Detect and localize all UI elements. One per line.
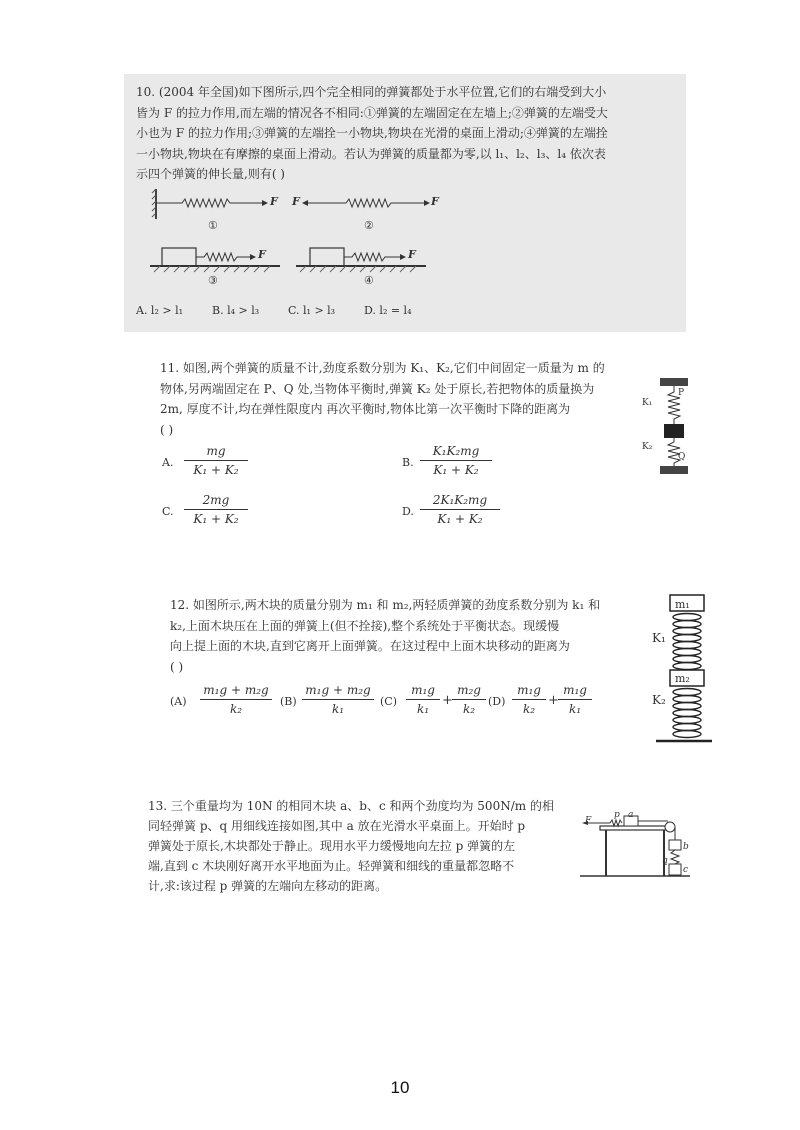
fraction-bar <box>406 699 440 700</box>
fraction-bar <box>184 509 248 510</box>
q12-line: k₂,上面木块压在上面的弹簧上(但不拴接),整个系统处于平衡状态。现缓慢 <box>170 618 560 633</box>
q10-line: 示四个弹簧的伸长量,则有( ) <box>136 167 285 181</box>
q13-line: 同轻弹簧 p、q 用细线连接如图,其中 a 放在光滑水平桌面上。开始时 p <box>148 819 526 833</box>
numerator: m₁g <box>411 683 435 697</box>
q11-option-d-fraction <box>420 493 500 526</box>
denominator: k₁ <box>416 702 430 716</box>
q12-line: 向上提上面的木块,直到它离开上面弹簧。在这过程中上面木块移动的距离为 <box>170 639 570 653</box>
q10-line: 10. (2004 年全国)如下图所示,四个完全相同的弹簧都处于水平位置,它们的右端受到大小 <box>136 85 607 99</box>
q11-line: 物体,另两端固定在 P、Q 处,当物体平衡时,弹簧 K₂ 处于原长,若把物体的质量换为 <box>160 381 595 396</box>
m2-label: m₂ <box>675 672 690 685</box>
denominator: k₁ <box>331 702 345 716</box>
q10-option-d: D. l₂ = l₄ <box>364 304 412 317</box>
denominator: k₁ <box>568 702 582 716</box>
numerator: m₁g <box>517 683 541 697</box>
fraction-bar <box>200 699 272 700</box>
numerator: mg <box>206 444 226 458</box>
denominator: k₂ <box>462 702 476 716</box>
q12-option-a-letter: (A) <box>170 695 187 708</box>
q12-option-b-letter: (B) <box>280 695 297 708</box>
q10-line: 一小物块,物块在有摩擦的桌面上滑动。若认为弹簧的质量都为零,以 l₁、l₂、l₃、l₄ 依次表 <box>136 146 606 161</box>
q10-figure-2 <box>302 187 437 221</box>
q10-line: 皆为 F 的拉力作用,而左端的情况各不相同:①弹簧的左端固定在左墙上;②弹簧的左端受大 <box>136 105 608 120</box>
denominator: k₂ <box>522 702 536 716</box>
q12-line: 12. 如图所示,两木块的质量分别为 m₁ 和 m₂,两轻质弹簧的劲度系数分别为 k₁ 和 <box>170 598 601 612</box>
q11-option-a-letter: A. <box>162 456 174 469</box>
p-label: P <box>678 388 685 398</box>
fraction-bar <box>184 460 248 461</box>
force-label: F <box>408 248 416 261</box>
numerator: 2mg <box>202 493 230 507</box>
q11-spring-figure <box>656 378 696 508</box>
q12-option-c-fraction-1 <box>406 683 440 716</box>
q13-table-figure <box>580 812 692 878</box>
numerator: 2K₁K₂mg <box>432 493 488 507</box>
q13-line: 13. 三个重量均为 10N 的相同木块 a、b、c 和两个劲度均为 500N/m 的相 <box>148 799 554 813</box>
force-label: F <box>258 248 266 261</box>
q12-option-d-letter: (D) <box>488 695 506 708</box>
fraction-bar <box>452 699 486 700</box>
denominator: k₂ <box>229 702 243 716</box>
numerator: m₁g + m₂g <box>305 683 371 697</box>
figure-label-1: ① <box>208 219 218 232</box>
k2-label: K₂ <box>642 442 653 452</box>
page-number: 10 <box>390 1078 410 1097</box>
k1-label: K₁ <box>652 631 666 645</box>
b-label: b <box>683 842 689 852</box>
k2-label: K₂ <box>652 693 666 707</box>
q12-line: ( ) <box>170 659 184 674</box>
figure-label-3: ③ <box>208 274 218 287</box>
q11-option-c-fraction <box>184 493 248 526</box>
numerator: m₂g <box>457 683 481 697</box>
q11-line: 2m, 厚度不计,均在弹性限度内 再次平衡时,物体比第一次平衡时下降的距离为 <box>160 402 571 416</box>
q11-option-b-letter: B. <box>402 456 414 469</box>
q11-option-c-letter: C. <box>162 505 174 518</box>
force-label: F <box>270 195 278 208</box>
k1-label: K₁ <box>642 398 653 408</box>
figure-label-2: ② <box>364 219 374 232</box>
q12-option-c-fraction-2 <box>452 683 486 716</box>
q10-text <box>136 82 681 185</box>
fraction-bar <box>512 699 546 700</box>
q10-option-a: A. l₂ > l₁ <box>136 304 184 317</box>
q10-line: 小也为 F 的拉力作用;③弹簧的左端拴一小物块,物块在光滑的桌面上滑动;④弹簧的左端拴 <box>136 126 608 140</box>
force-label: F <box>431 195 439 208</box>
fraction-bar <box>558 699 592 700</box>
fraction-bar <box>302 699 374 700</box>
q12-option-d-fraction-1 <box>512 683 546 716</box>
m1-label: m₁ <box>675 598 690 611</box>
plus-sign: + <box>548 693 559 708</box>
question-12 <box>148 585 714 750</box>
force-label: F <box>292 195 300 208</box>
denominator: K₁ + K₂ <box>437 512 483 526</box>
question-13 <box>148 792 694 902</box>
q12-option-a-fraction <box>200 683 272 716</box>
figure-label-4: ④ <box>364 274 374 287</box>
q11-line: 11. 如图,两个弹簧的质量不计,劲度系数分别为 K₁、K₂,它们中间固定一质量为 m 的 <box>160 361 605 375</box>
q10-figure-3 <box>150 244 290 274</box>
q13-line: 弹簧处于原长,木块都处于静止。现用水平力缓慢地向左拉 p 弹簧的左 <box>148 839 516 853</box>
q10-option-c: C. l₁ > l₃ <box>288 304 336 317</box>
q12-text <box>170 595 640 677</box>
force-label: F <box>585 816 592 826</box>
q-label: Q <box>678 452 686 462</box>
a-label: a <box>628 810 634 820</box>
q-label: q <box>662 856 668 866</box>
numerator: K₁K₂mg <box>432 444 480 458</box>
p-label: p <box>614 810 620 820</box>
numerator: m₁g <box>563 683 587 697</box>
numerator: m₁g + m₂g <box>203 683 269 697</box>
denominator: K₁ + K₂ <box>193 463 239 477</box>
q11-text <box>160 358 660 440</box>
q13-line: 计,求:该过程 p 弹簧的左端向左移动的距离。 <box>148 879 388 893</box>
denominator: K₁ + K₂ <box>433 463 479 477</box>
q11-line: ( ) <box>160 422 174 437</box>
q13-text <box>148 796 578 896</box>
denominator: K₁ + K₂ <box>193 512 239 526</box>
q11-option-d-letter: D. <box>402 505 414 518</box>
fraction-bar <box>420 509 500 510</box>
q13-line: 端,直到 c 木块刚好离开水平地面为止。轻弹簧和细线的重量都忽略不 <box>148 859 515 873</box>
question-10 <box>124 74 686 332</box>
q11-option-a-fraction <box>184 444 248 477</box>
q12-option-b-fraction <box>302 683 374 716</box>
q10-option-b: B. l₄ > l₃ <box>212 304 260 317</box>
plus-sign: + <box>442 693 453 708</box>
question-11 <box>148 350 688 550</box>
q12-option-d-fraction-2 <box>558 683 592 716</box>
q12-option-c-letter: (C) <box>380 695 397 708</box>
c-label: c <box>683 865 689 875</box>
fraction-bar <box>420 460 492 461</box>
q11-option-b-fraction <box>420 444 492 477</box>
